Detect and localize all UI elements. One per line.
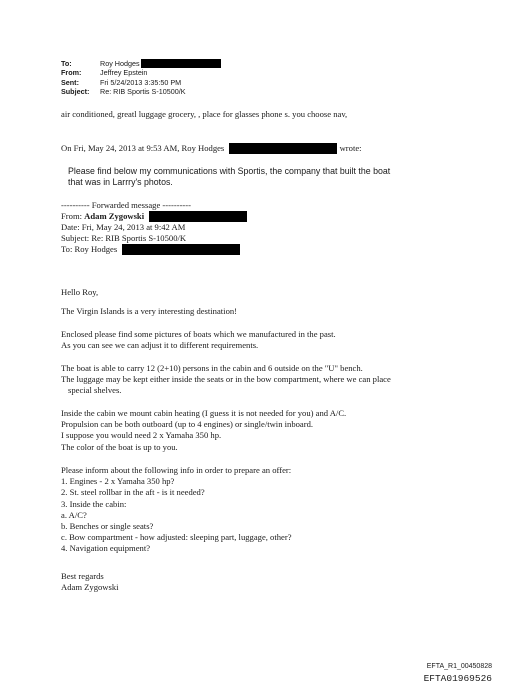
paragraph-line: The Virgin Islands is a very interesting destination! (61, 306, 238, 316)
paragraph-line: Enclosed please find some pictures of boats which we manufactured in the past. (61, 329, 336, 339)
list-item: 1. Engines - 2 x Yamaha 350 hp? (61, 476, 175, 487)
paragraph-line: Propulsion can be both outboard (up to 4 engines) or single/twin inboard. (61, 419, 314, 430)
sent-label: Sent: (61, 77, 79, 87)
paragraph-1 (61, 306, 237, 317)
list-item: a. A/C? (61, 509, 87, 520)
quoted-message (68, 166, 390, 189)
redaction-box (229, 143, 337, 154)
bates-number-1: EFTA_R1_00450828 (426, 663, 492, 670)
paragraph-4 (61, 408, 346, 453)
quote-intro: On Fri, May 24, 2013 at 9:53 AM, Roy Hodges (61, 143, 225, 153)
quote-line: Please find below my communications with Sportis, the company that built the boat (68, 166, 391, 176)
quote-line: that was in Larrry's photos. (68, 177, 173, 188)
redaction-box (149, 211, 247, 222)
paragraph-line: The color of the boat is up to you. (61, 441, 178, 452)
from-label: From: (61, 68, 82, 78)
greeting-text: Hello Roy, (61, 287, 99, 297)
header-sent-row (61, 78, 221, 87)
header-to-row (61, 59, 221, 68)
subject-label: Subject: (61, 86, 90, 96)
paragraph-line: The luggage may be kept either inside the seats or in the bow compartment, where we can place (61, 374, 391, 385)
forwarded-from-label: From: (61, 210, 83, 221)
paragraph-line: special shelves. (68, 385, 122, 396)
sign-off (61, 571, 119, 593)
redaction-box (141, 59, 221, 68)
paragraph-2 (61, 329, 336, 351)
forwarded-to-row (61, 244, 247, 256)
forwarded-subject: Subject: Re: RIB Sportis S-10500/K (61, 233, 187, 244)
paragraph-line: I suppose you would need 2 x Yamaha 350 hp. (61, 430, 222, 441)
subject-value: Re: RIB Sportis S-10500/K (100, 86, 186, 96)
redaction-box (122, 244, 240, 255)
forwarded-date: Date: Fri, May 24, 2013 at 9:42 AM (61, 222, 186, 233)
signature: Adam Zygowski (61, 582, 119, 593)
sent-value: Fri 5/24/2013 3:35:50 PM (100, 77, 182, 87)
bates-number-2: EFTA01969526 (423, 673, 492, 684)
greeting (61, 287, 98, 298)
forwarded-from-row (61, 211, 247, 223)
list-item: 3. Inside the cabin: (61, 498, 127, 509)
header-subject-row (61, 87, 221, 96)
forwarded-header (61, 200, 247, 255)
list-item: 4. Navigation equipment? (61, 543, 151, 554)
quote-intro-line (61, 143, 362, 154)
list-item: b. Benches or single seats? (61, 521, 154, 532)
paragraph-5 (61, 465, 292, 555)
forwarded-to: To: Roy Hodges (61, 243, 118, 254)
forwarded-from-name: Adam Zygowski (84, 210, 145, 221)
to-value: Roy Hodges (100, 59, 140, 68)
quote-wrote: wrote: (339, 143, 362, 153)
header-from-row (61, 68, 221, 77)
closing: Best regards (61, 571, 104, 581)
reply-line: air conditioned, greatl luggage grocery, , place for glasses phone s. you choose nav, (61, 109, 348, 119)
list-item: c. Bow compartment - how adjusted: sleeping part, luggage, other? (61, 532, 292, 543)
forwarded-marker: ---------- Forwarded message ---------- (61, 200, 192, 210)
paragraph-line: Inside the cabin we mount cabin heating (I guess it is not needed for you) and A/C. (61, 408, 347, 418)
from-value: Jeffrey Epstein (100, 68, 148, 78)
paragraph-3 (61, 363, 391, 397)
email-header (61, 59, 221, 96)
paragraph-line: Please inform about the following info in order to prepare an offer: (61, 465, 292, 475)
to-label: To: (61, 59, 72, 68)
paragraph-line: As you can see we can adjust it to different requirements. (61, 340, 259, 351)
list-item: 2. St. steel rollbar in the aft - is it needed? (61, 487, 205, 498)
paragraph-line: The boat is able to carry 12 (2+10) persons in the cabin and 6 outside on the "U" bench. (61, 363, 363, 373)
